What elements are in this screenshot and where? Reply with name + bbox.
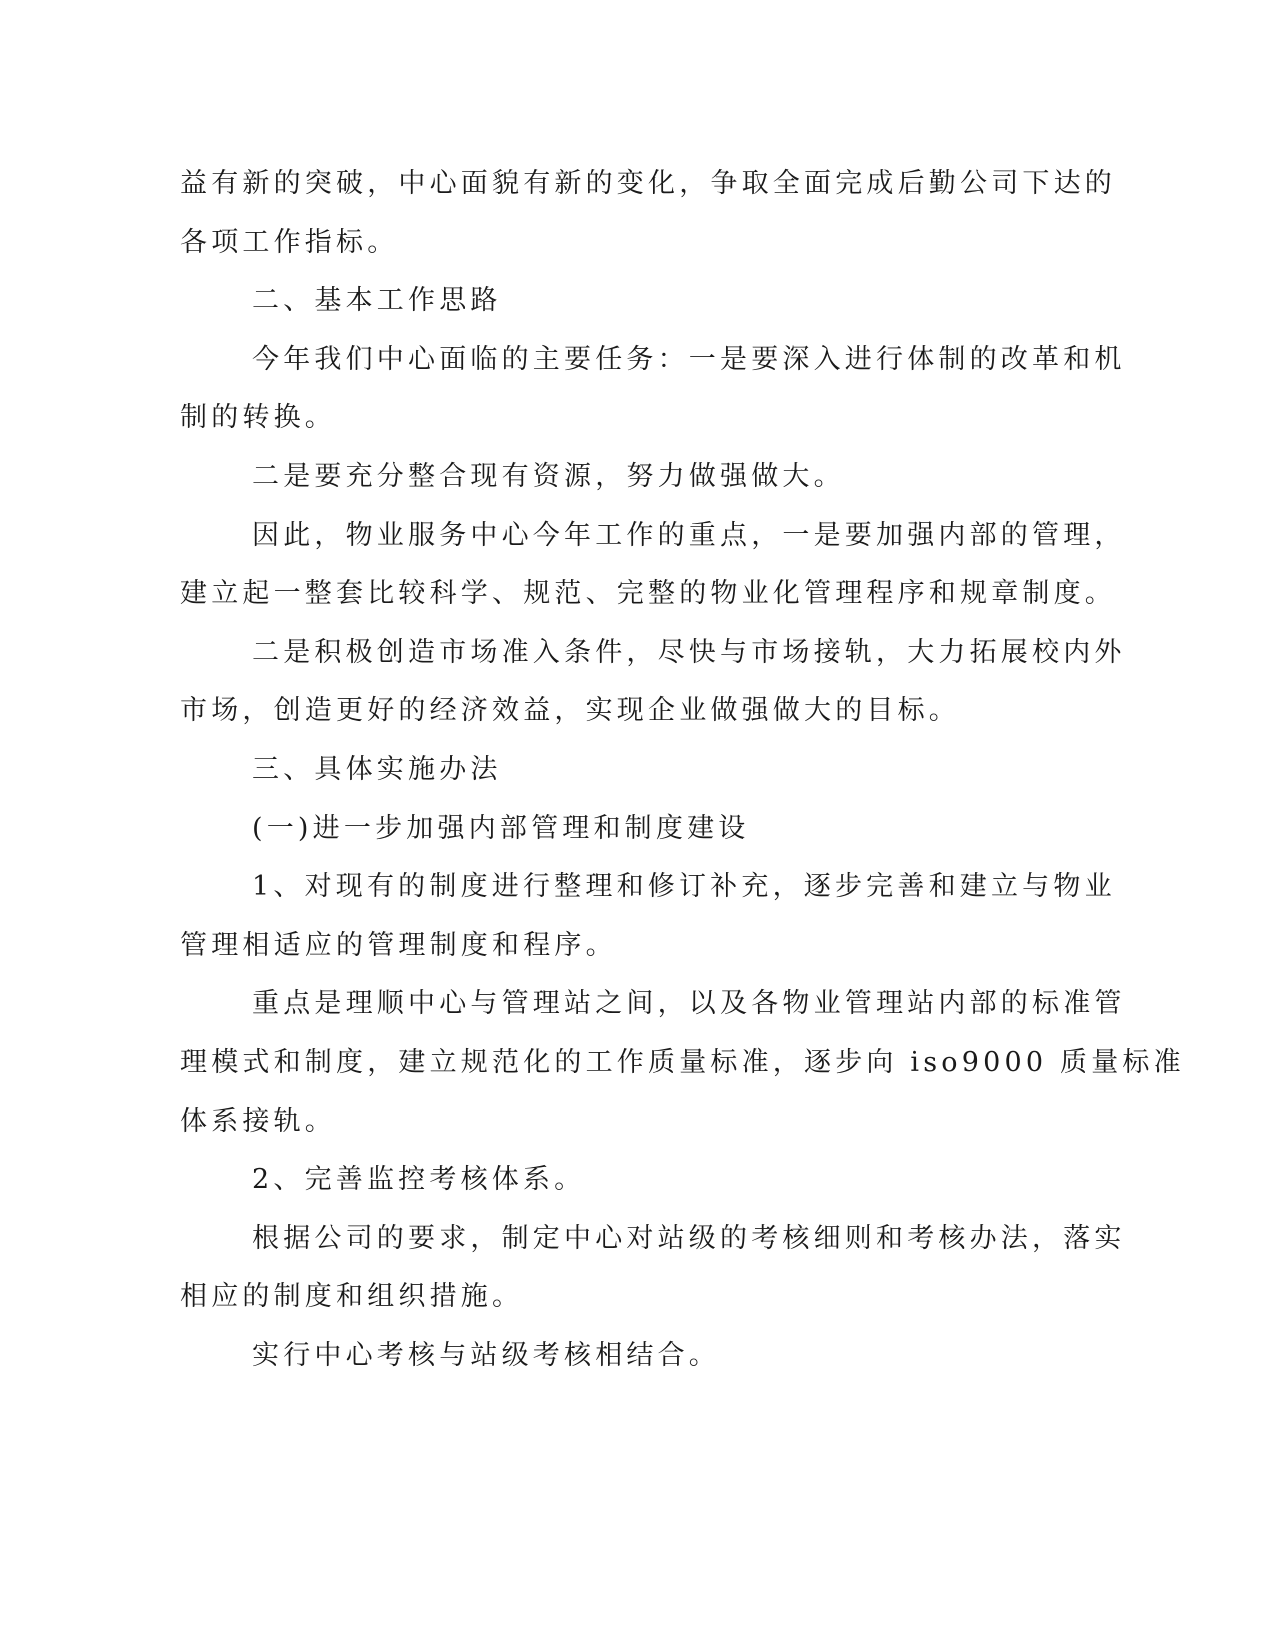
text-line: 建立起一整套比较科学、规范、完整的物业化管理程序和规章制度。 [180, 578, 1116, 610]
text-line: 二是积极创造市场准入条件，尽快与市场接轨，大力拓展校内外 [252, 636, 1126, 668]
text-line: 今年我们中心面临的主要任务：一是要深入进行体制的改革和机 [252, 343, 1126, 375]
text-line: 2、完善监控考核体系。 [252, 1164, 586, 1196]
document-body [180, 155, 1185, 1385]
section-heading: 三、具体实施办法 [252, 753, 502, 785]
text-line: 重点是理顺中心与管理站之间，以及各物业管理站内部的标准管 [252, 988, 1126, 1020]
text-line: 理模式和制度，建立规范化的工作质量标准，逐步向 iso9000 质量标准 [180, 1046, 1185, 1078]
text-line: 益有新的突破，中心面貌有新的变化，争取全面完成后勤公司下达的 [180, 168, 1116, 199]
text-line: 相应的制度和组织措施。 [180, 1281, 524, 1313]
subsection-heading: (一)进一步加强内部管理和制度建设 [252, 812, 750, 844]
text-line: 二是要充分整合现有资源，努力做强做大。 [252, 460, 845, 492]
text-line: 市场，创造更好的经济效益，实现企业做强做大的目标。 [180, 695, 960, 727]
text-line: 实行中心考核与站级考核相结合。 [252, 1339, 720, 1371]
text-line: 根据公司的要求，制定中心对站级的考核细则和考核办法，落实 [252, 1222, 1126, 1254]
text-line: 1、对现有的制度进行整理和修订补充，逐步完善和建立与物业 [252, 871, 1116, 903]
text-line: 体系接轨。 [180, 1105, 336, 1137]
text-line: 因此，物业服务中心今年工作的重点，一是要加强内部的管理， [252, 519, 1126, 551]
text-line: 管理相适应的管理制度和程序。 [180, 929, 617, 961]
text-line: 各项工作指标。 [180, 226, 399, 258]
text-line: 制的转换。 [180, 402, 336, 434]
section-heading: 二、基本工作思路 [252, 285, 502, 317]
